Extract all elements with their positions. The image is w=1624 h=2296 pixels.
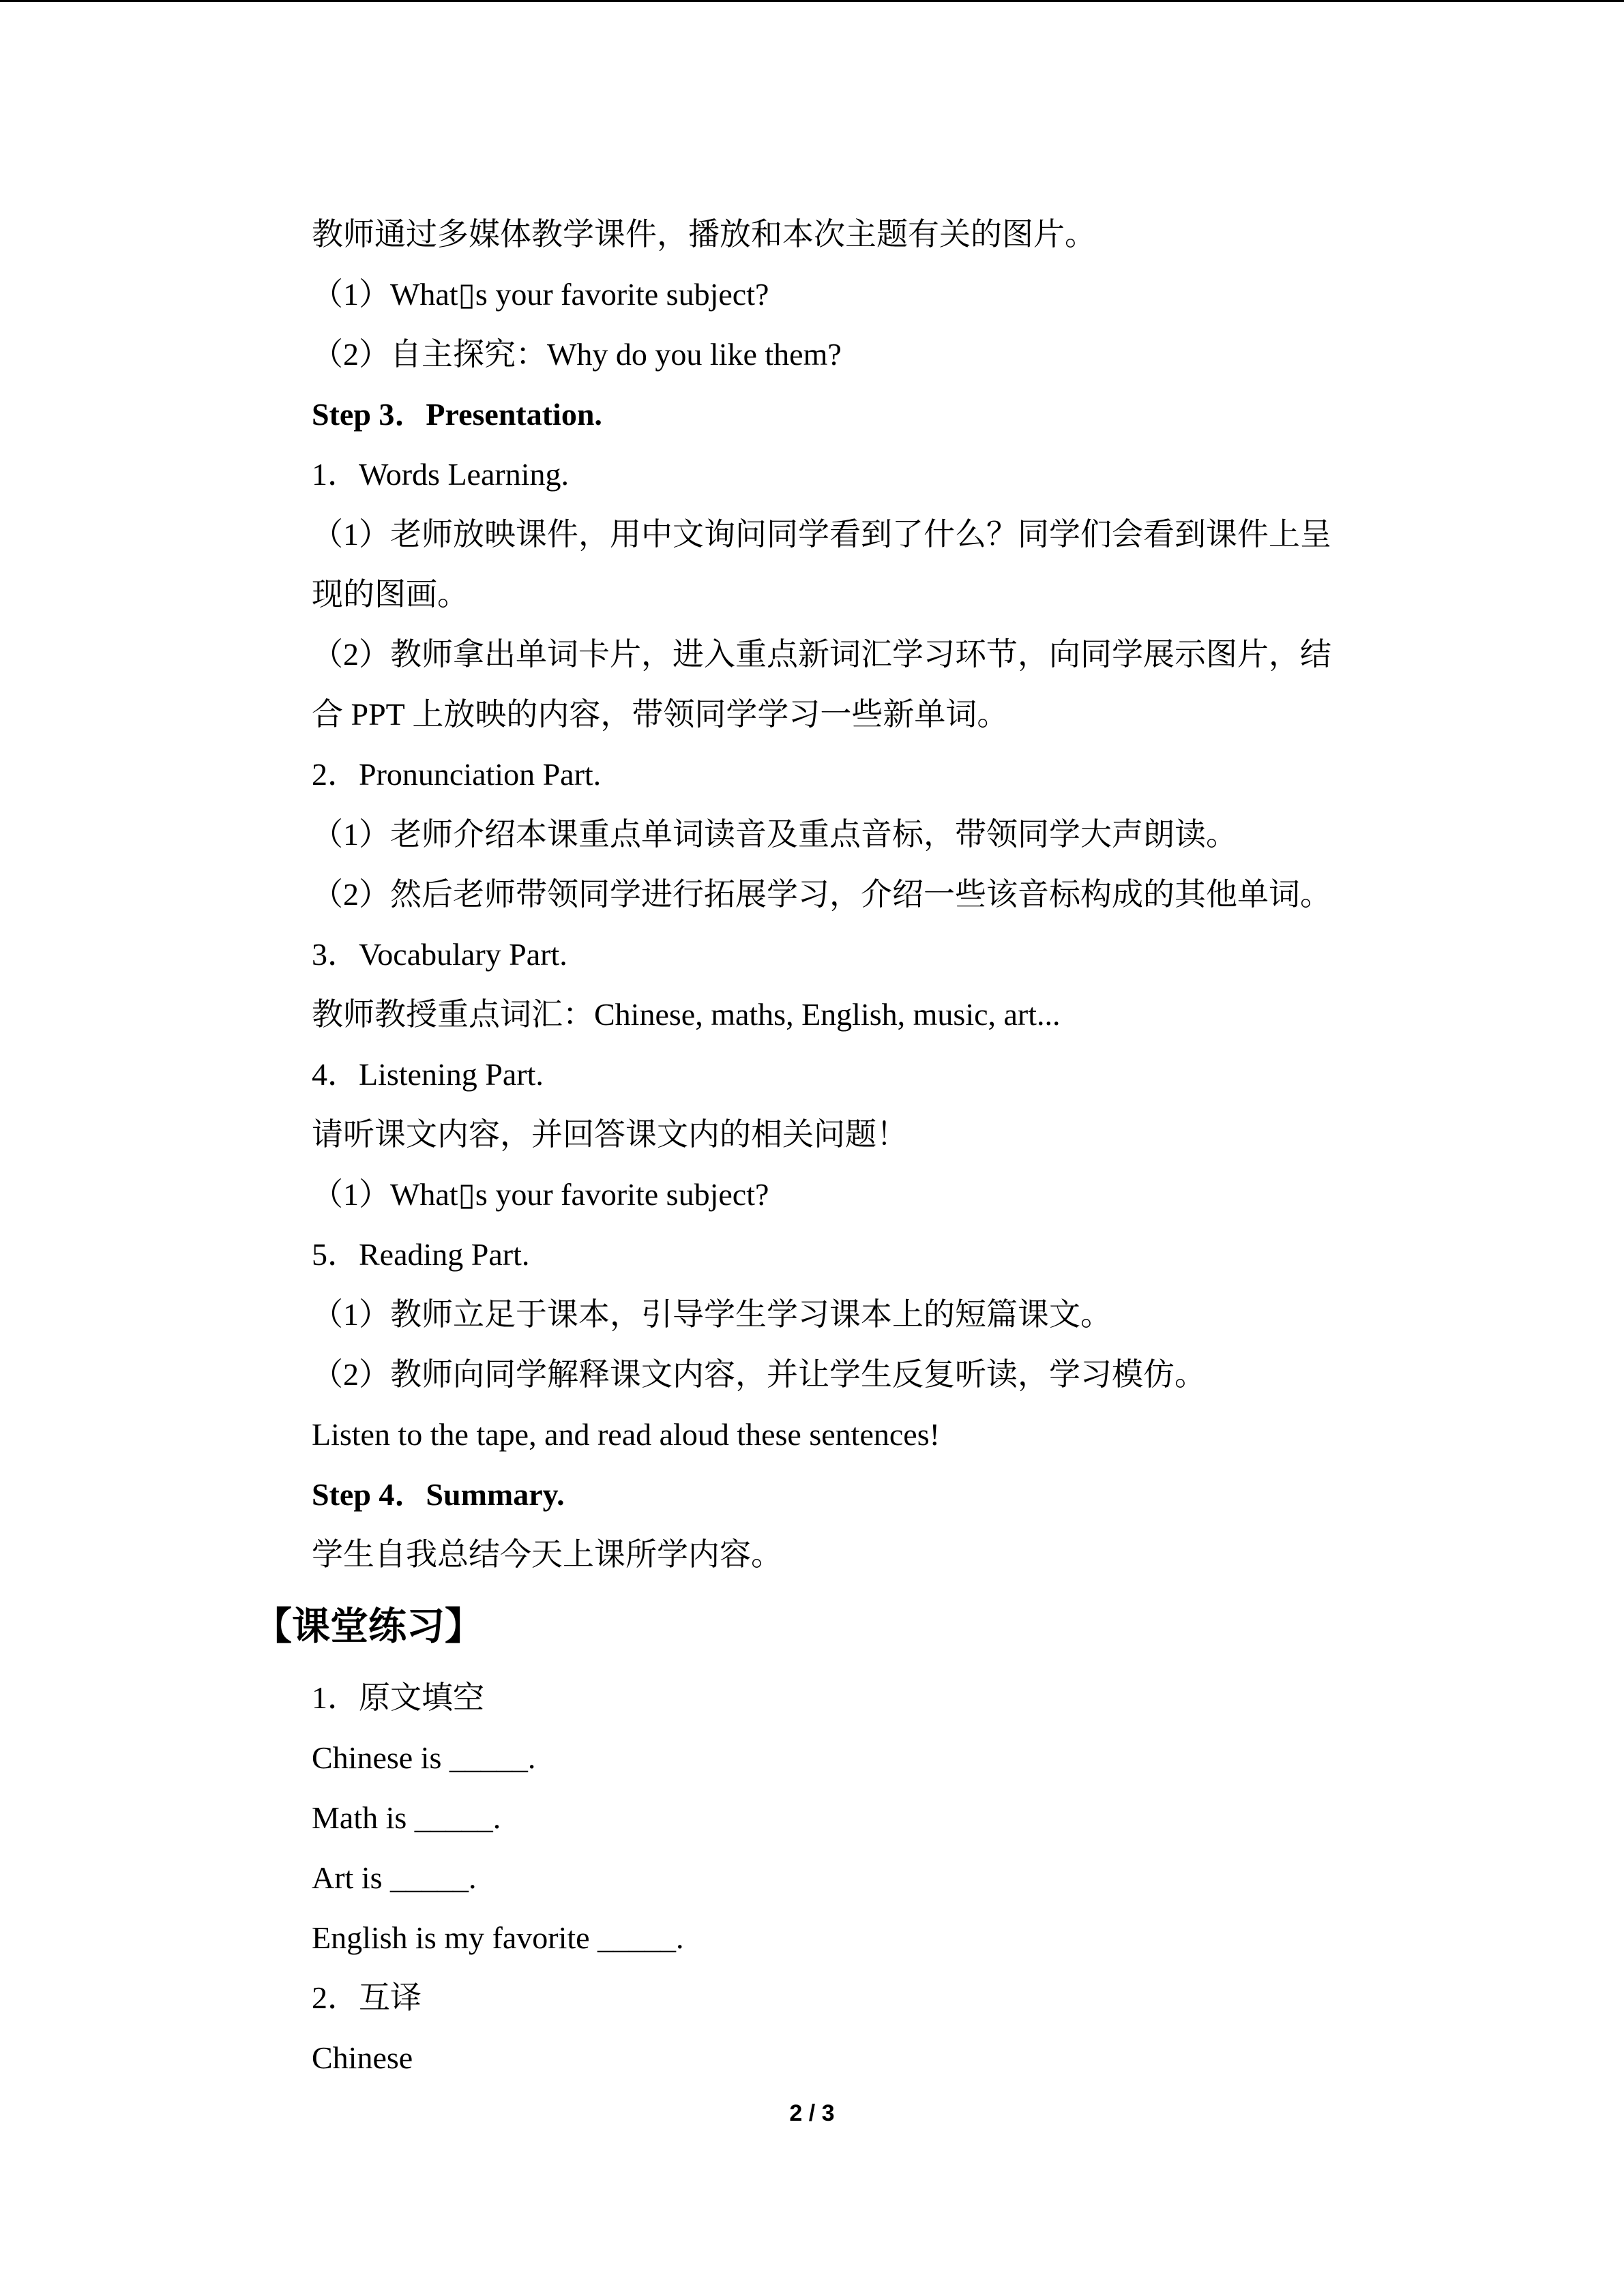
step-4-heading: Step 4．Summary. xyxy=(312,1477,565,1512)
reading-instruction: Listen to the tape, and read aloud these sentences! xyxy=(312,1417,940,1452)
exercise-translate-chinese: Chinese xyxy=(312,2040,413,2075)
intro-paragraph: 教师通过多媒体教学课件，播放和本次主题有关的图片。 xyxy=(312,217,1096,252)
exercise-2-title: 2．互译 xyxy=(312,1980,422,2015)
top-border-line xyxy=(0,0,1624,2)
words-learning-heading: 1．Words Learning. xyxy=(312,457,569,492)
exercise-blank-chinese: Chinese is _____. xyxy=(312,1740,536,1775)
pronunciation-heading: 2．Pronunciation Part. xyxy=(312,757,602,792)
summary-text: 学生自我总结今天上课所学内容。 xyxy=(312,1537,782,1572)
words-learning-item-1-cont: 现的图画。 xyxy=(312,577,469,612)
question-favorite-subject: （1）What▯s your favorite subject? xyxy=(312,277,769,312)
words-learning-item-2: （2）教师拿出单词卡片，进入重点新词汇学习环节，向同学展示图片，结 xyxy=(312,637,1331,672)
exercise-blank-math: Math is _____. xyxy=(312,1800,501,1835)
reading-item-2: （2）教师向同学解释课文内容，并让学生反复听读，学习模仿。 xyxy=(312,1357,1206,1392)
exercise-blank-english: English is my favorite _____. xyxy=(312,1920,684,1955)
question-why-like: （2）自主探究：Why do you like them? xyxy=(312,337,842,372)
pronunciation-item-2: （2）然后老师带领同学进行拓展学习，介绍一些该音标构成的其他单词。 xyxy=(312,877,1331,912)
reading-item-1: （1）教师立足于课本，引导学生学习课本上的短篇课文。 xyxy=(312,1297,1112,1332)
lesson-plan-body xyxy=(254,205,1376,2088)
listening-heading: 4．Listening Part. xyxy=(312,1057,544,1092)
page-number: 2 / 3 xyxy=(789,2100,835,2126)
words-learning-item-1: （1）老师放映课件，用中文询问同学看到了什么？同学们会看到课件上呈 xyxy=(312,517,1331,552)
exercise-section-heading: 【课堂练习】 xyxy=(254,1605,483,1649)
listening-question: （1）What▯s your favorite subject? xyxy=(312,1177,769,1212)
listening-instruction: 请听课文内容，并回答课文内的相关问题！ xyxy=(312,1117,908,1152)
vocabulary-words: 教师教授重点词汇：Chinese, maths, English, music, art... xyxy=(312,997,1061,1032)
exercise-1-title: 1．原文填空 xyxy=(312,1680,484,1715)
words-learning-item-2-cont: 合 PPT 上放映的内容，带领同学学习一些新单词。 xyxy=(312,697,1009,732)
pronunciation-item-1: （1）老师介绍本课重点单词读音及重点音标，带领同学大声朗读。 xyxy=(312,817,1237,852)
exercise-blank-art: Art is _____. xyxy=(312,1860,477,1895)
reading-heading: 5．Reading Part. xyxy=(312,1237,530,1272)
step-3-heading: Step 3．Presentation. xyxy=(312,397,602,432)
vocabulary-heading: 3．Vocabulary Part. xyxy=(312,937,567,972)
